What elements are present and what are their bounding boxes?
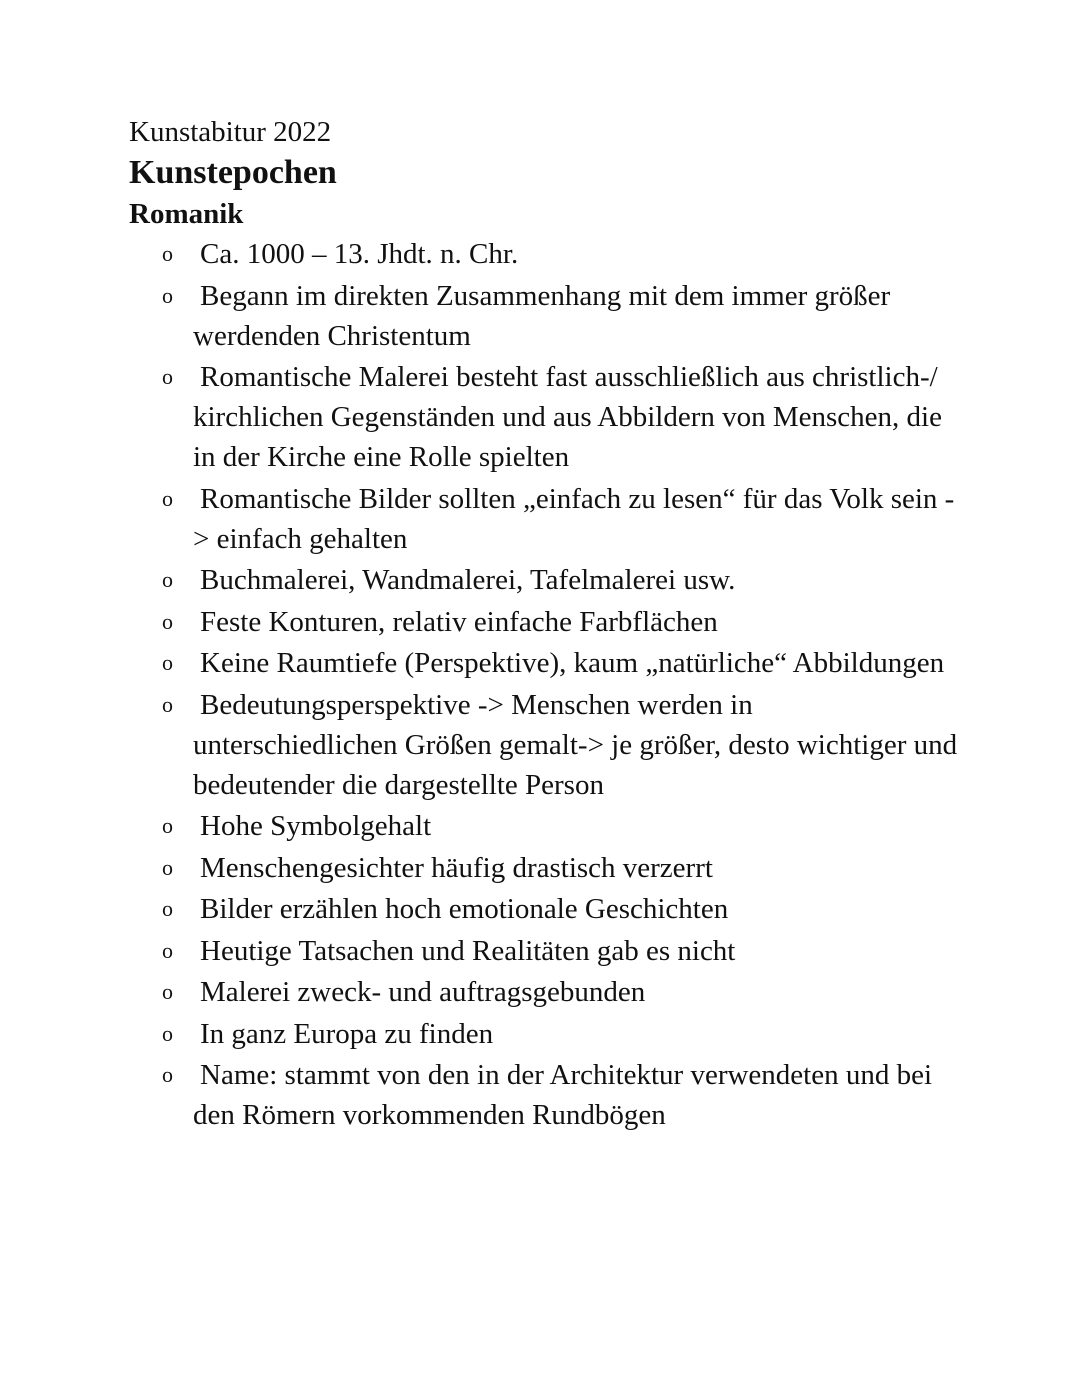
list-item xyxy=(129,1014,959,1054)
list-item-text: Menschengesichter häufig drastisch verzerrt xyxy=(200,851,713,884)
list-item xyxy=(129,685,959,805)
list-item-text: Malerei zweck- und auftragsgebunden xyxy=(200,976,646,1008)
document-page xyxy=(129,112,959,1137)
bullet-circle-icon: o xyxy=(162,282,173,308)
list-item-text: Begann im direkten Zusammenhang mit dem immer größer werdenden Christentum xyxy=(193,279,891,352)
list-item xyxy=(129,931,959,971)
list-item-text: Name: stammt von den in der Architektur verwendeten und bei den Römern vorkommenden Rundbögen xyxy=(193,1059,933,1131)
bullet-circle-icon: o xyxy=(162,691,173,717)
bullet-circle-icon: o xyxy=(162,854,173,880)
list-item xyxy=(129,479,959,559)
list-item xyxy=(129,234,959,274)
bullet-circle-icon: o xyxy=(162,364,173,389)
bullet-list xyxy=(129,234,959,1135)
list-item-text: Bedeutungsperspektive -> Menschen werden in unterschiedlichen Größen gemalt-> je größer, desto wichtiger und bedeutender die dargestellte Person xyxy=(193,688,958,801)
bullet-circle-icon: o xyxy=(162,813,173,838)
list-item-text: Ca. 1000 – 13. Jhdt. n. Chr. xyxy=(200,238,519,270)
document-subtitle: Kunstabitur 2022 xyxy=(129,116,332,148)
list-item-text: In ganz Europa zu finden xyxy=(200,1017,494,1050)
list-item xyxy=(129,602,959,642)
bullet-circle-icon: o xyxy=(162,650,173,675)
bullet-circle-icon: o xyxy=(162,567,173,592)
list-item-text: Bilder erzählen hoch emotionale Geschichten xyxy=(200,893,729,925)
bullet-circle-icon: o xyxy=(162,896,173,921)
bullet-circle-icon: o xyxy=(162,485,173,511)
list-item xyxy=(129,1055,959,1135)
bullet-circle-icon: o xyxy=(162,608,173,634)
list-item xyxy=(129,643,959,683)
list-item-text: Buchmalerei, Wandmalerei, Tafelmalerei usw. xyxy=(200,564,736,596)
list-item-text: Feste Konturen, relativ einfache Farbflächen xyxy=(200,605,718,638)
list-item-text: Romantische Malerei besteht fast ausschließlich aus christlich-/ kirchlichen Gegenständen und aus Abbildern von Menschen, die in der Kirche eine Rolle spielten xyxy=(193,361,942,473)
list-item xyxy=(129,806,959,846)
bullet-circle-icon: o xyxy=(162,1062,173,1087)
list-item-text: Romantische Bilder sollten „einfach zu lesen“ für das Volk sein -> einfach gehalten xyxy=(193,482,955,555)
list-item xyxy=(129,889,959,929)
document-title: Kunstepochen xyxy=(129,154,337,191)
list-item-text: Heutige Tatsachen und Realitäten gab es nicht xyxy=(200,934,736,967)
bullet-circle-icon: o xyxy=(162,937,173,963)
bullet-circle-icon: o xyxy=(162,241,173,266)
list-item xyxy=(129,848,959,888)
bullet-circle-icon: o xyxy=(162,979,173,1004)
list-item-text: Keine Raumtiefe (Perspektive), kaum „natürliche“ Abbildungen xyxy=(200,647,945,679)
list-item xyxy=(129,972,959,1012)
list-item-text: Hohe Symbolgehalt xyxy=(200,810,432,842)
list-item xyxy=(129,276,959,356)
bullet-circle-icon: o xyxy=(162,1020,173,1046)
section-heading-romanik: Romanik xyxy=(129,198,244,230)
list-item xyxy=(129,357,959,477)
list-item xyxy=(129,560,959,600)
